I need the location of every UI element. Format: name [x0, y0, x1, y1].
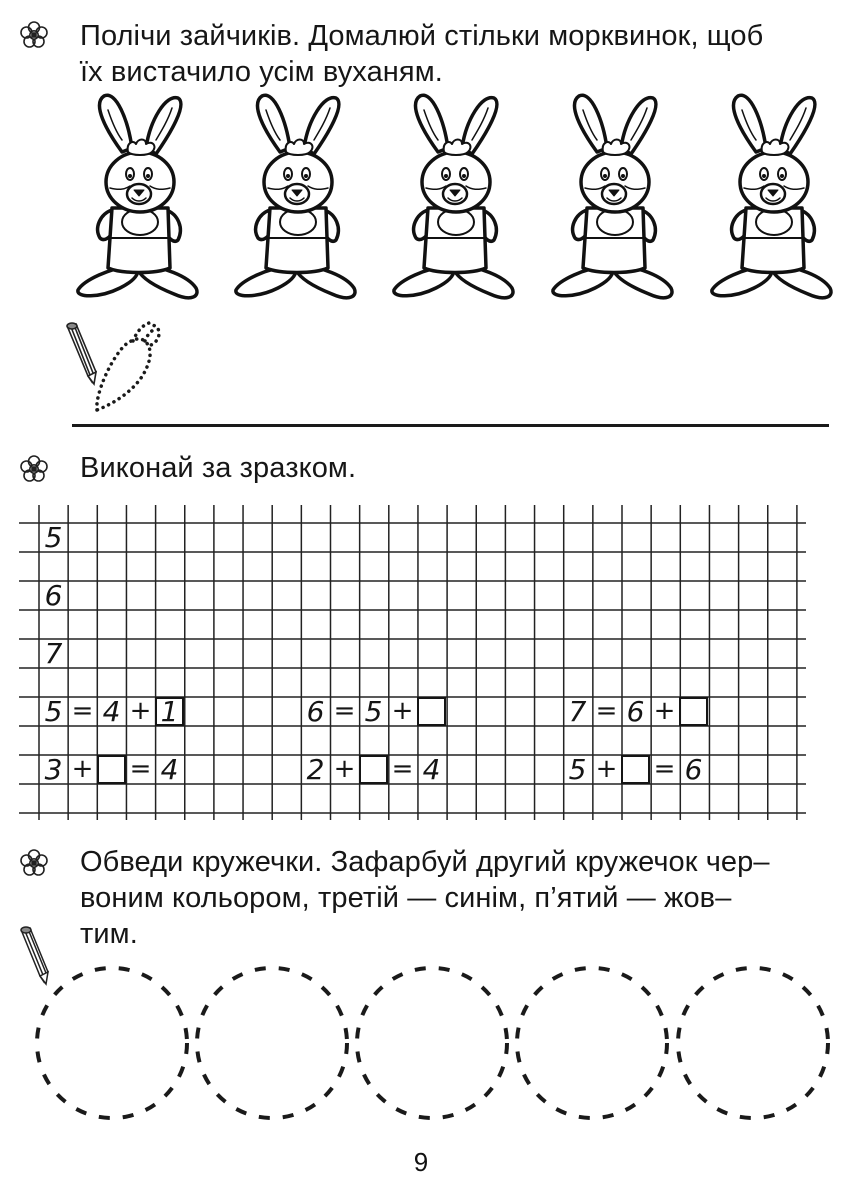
instruction-line: Виконай за зразком.: [80, 452, 357, 484]
eq1-plus: +: [129, 696, 152, 726]
eq6-plus: +: [595, 754, 618, 784]
sample-digit-7: 7: [44, 637, 63, 670]
instruction-line: їх вистачило усім вуханям.: [80, 56, 443, 88]
task-1-instruction: [80, 18, 763, 90]
eq6-equals: =: [653, 754, 676, 784]
eq4-a: 3: [44, 753, 63, 786]
eq5-equals: =: [391, 754, 414, 784]
eq3-left: 7: [568, 695, 587, 728]
sample-digit-5: 5: [44, 521, 63, 554]
flower-icon: [19, 20, 49, 50]
eq1-equals: =: [71, 696, 94, 726]
exercise-grid[interactable]: [0, 500, 842, 820]
eq3-plus: +: [653, 696, 676, 726]
eq2-answer-box[interactable]: [417, 697, 446, 726]
eq3-answer-box[interactable]: [679, 697, 708, 726]
page-number: 9: [413, 1147, 429, 1177]
sample-digit-6: 6: [44, 579, 63, 612]
bunny-row: [0, 90, 842, 310]
eq5-answer-box[interactable]: [359, 755, 388, 784]
eq4-result: 4: [160, 753, 179, 786]
eq2-equals: =: [333, 696, 356, 726]
bunny-illustration-5: [704, 90, 839, 305]
bunny-illustration-2: [228, 90, 363, 305]
eq2-left: 6: [306, 695, 325, 728]
section-divider: [72, 424, 829, 427]
eq4-answer-box[interactable]: [97, 755, 126, 784]
dotted-carrot-sample[interactable]: [85, 315, 170, 415]
eq4-equals: =: [129, 754, 152, 784]
bunny-illustration-4: [545, 90, 680, 305]
eq6-a: 5: [568, 753, 587, 786]
task-3-instruction: [80, 844, 770, 952]
eq4-plus: +: [71, 754, 94, 784]
bunny-illustration-1: [70, 90, 205, 305]
task-2-instruction: [80, 450, 356, 486]
dashed-circle-3[interactable]: [357, 968, 507, 1118]
eq1-left: 5: [44, 695, 63, 728]
eq1-answer: 1: [160, 695, 179, 728]
instruction-line: Обведи кружечки. Зафарбуй другий кружечок чер–: [80, 846, 770, 878]
dashed-circle-1[interactable]: [37, 968, 187, 1118]
eq5-result: 4: [422, 753, 441, 786]
flower-icon: [19, 454, 49, 484]
bunny-illustration-3: [386, 90, 521, 305]
eq5-plus: +: [333, 754, 356, 784]
dashed-circle-4[interactable]: [517, 968, 667, 1118]
instruction-line: тим.: [80, 918, 138, 950]
instruction-line: воним кольором, третій — синім, п’ятий — жов–: [80, 882, 732, 914]
circle-row: [0, 960, 842, 1130]
flower-icon: [19, 848, 49, 878]
eq2-plus: +: [391, 696, 414, 726]
eq3-equals: =: [595, 696, 618, 726]
eq6-answer-box[interactable]: [621, 755, 650, 784]
eq6-result: 6: [684, 753, 703, 786]
dashed-circle-2[interactable]: [197, 968, 347, 1118]
task-1: [0, 0, 842, 440]
eq3-a: 6: [626, 695, 645, 728]
eq5-a: 2: [306, 753, 325, 786]
dashed-circle-5[interactable]: [678, 968, 828, 1118]
instruction-line: Полічи зайчиків. Домалюй стільки морквинок, щоб: [80, 20, 764, 52]
eq1-a: 4: [102, 695, 121, 728]
eq2-a: 5: [364, 695, 383, 728]
